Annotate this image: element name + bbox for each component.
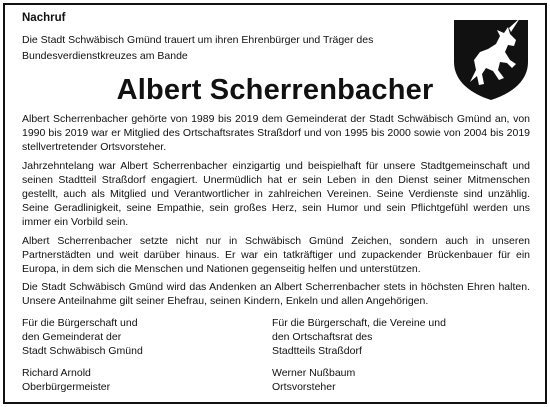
signatory-title: Oberbürgermeister: [22, 380, 111, 393]
paragraph: Albert Scherrenbacher setzte nicht nur in Schwäbisch Gmünd Zeichen, sondern auch in unseren Partnerstädten und weit darüber hinaus. Er war ein tatkräftiger und zupackender Brückenbauer für ein Europa, in dem sich die Menschen und Nationen gegenseitig helfen und unterstützen.: [22, 234, 530, 276]
signature-block-city: [22, 316, 252, 394]
signature-spacer: [22, 359, 252, 366]
signatory-title: Ortsvorsteher: [272, 380, 336, 393]
signature-org-line: den Gemeinderat der: [22, 331, 122, 344]
signature-block-district: [272, 316, 532, 394]
signature-org-line: Stadt Schwäbisch Gmünd: [22, 345, 143, 358]
deceased-name: Albert Scherrenbacher: [116, 74, 434, 106]
signature-org-line: Stadtteils Straßdorf: [272, 345, 362, 358]
signatory-name: Werner Nußbaum: [272, 366, 356, 379]
signature-org-line: Für die Bürgerschaft und: [22, 317, 138, 329]
notice-heading: Nachruf: [22, 12, 66, 24]
intro-text: Die Stadt Schwäbisch Gmünd trauert um ihren Ehrenbürger und Träger des Bundesverdienstkreuzes am Bande: [22, 34, 374, 62]
signature-org-line: Für die Bürgerschaft, die Vereine und: [272, 317, 446, 329]
signature-org-line: den Ortschaftsrat des: [272, 331, 373, 344]
paragraph: Jahrzehntelang war Albert Scherrenbacher einzigartig und beispielhaft für unsere Stadtgemeinschaft und seinen Stadtteil Straßdorf engagiert. Unermüdlich hat er sein Leben in den Dienst seiner Mitmenschen gestellt, auch als Mitglied und Verantwortlicher in zahlreichen Vereinen. Seine Verdienste sind unzählig. Seine Geradlinigkeit, seine Empathie, sein großes Herz, sein Humor und sein Pflichtgefühl werden uns immer ein Vorbild sein.: [22, 159, 530, 229]
paragraph: Albert Scherrenbacher gehörte von 1989 bis 2019 dem Gemeinderat der Stadt Schwäbisch Gmünd an, von 1990 bis 2019 war er Mitglied des Ortschaftsrates Straßdorf und von 1995 bis 2000 sowie von 2004 bis 2019 stellvertretender Ortsvorsteher.: [22, 113, 530, 154]
paragraph: Die Stadt Schwäbisch Gmünd wird das Andenken an Albert Scherrenbacher stets in höchsten Ehren halten. Unsere Anteilnahme gilt seiner Ehefrau, seinen Kindern, Enkeln und allen Angehörigen.: [22, 281, 530, 308]
obituary-body: [22, 112, 530, 313]
signature-spacer: [272, 359, 532, 366]
signatory-name: Richard Arnold: [22, 366, 91, 379]
